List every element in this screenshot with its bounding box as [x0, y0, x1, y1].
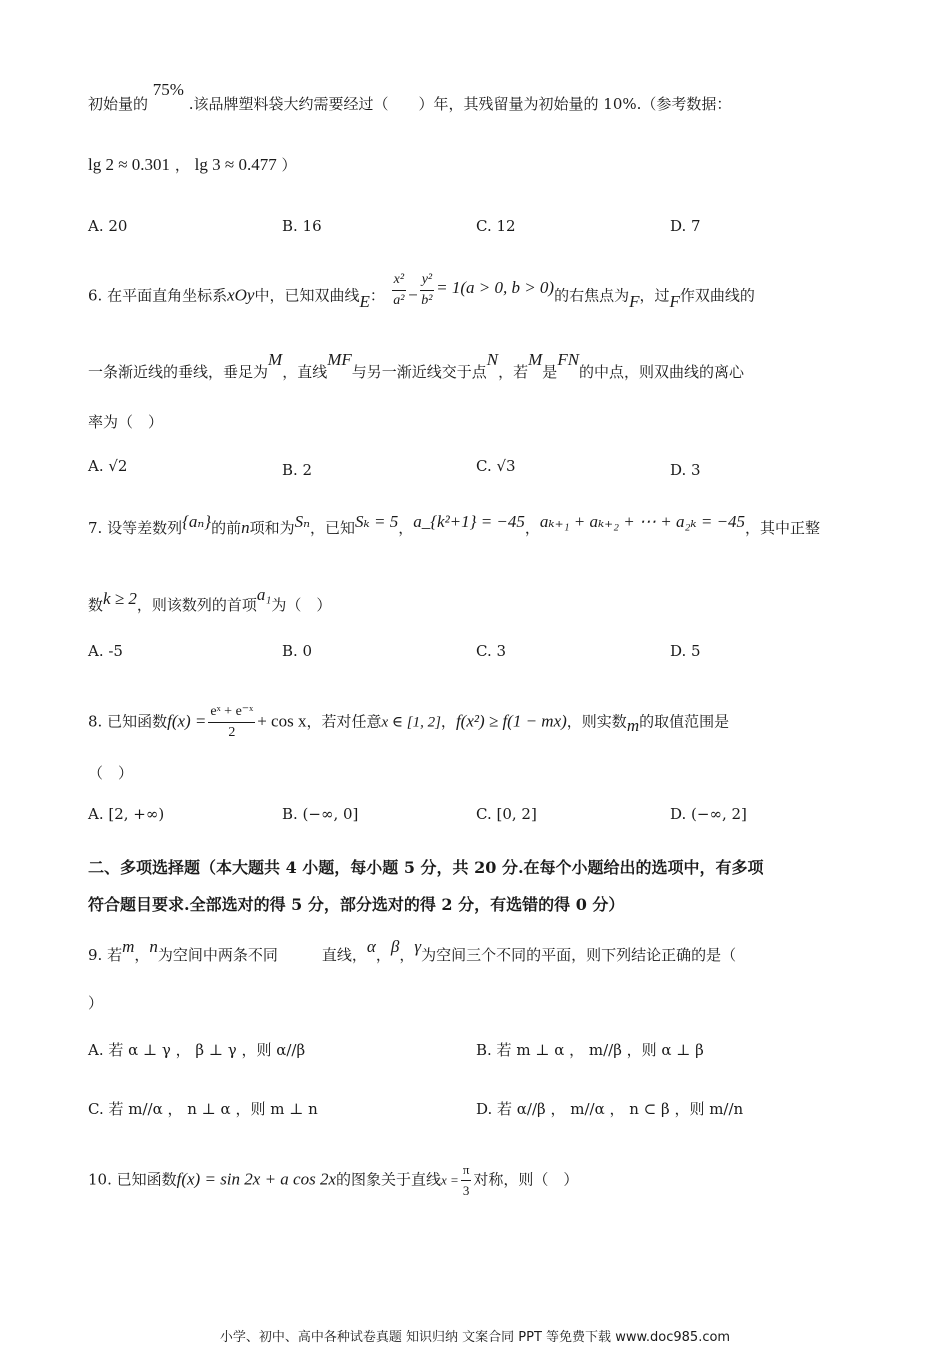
q8-domain: x ∈ [1, 2] — [381, 714, 441, 731]
q9-sep3: ， — [399, 946, 415, 964]
q6-text2-g: ，若 — [498, 363, 529, 381]
q9-option-d: D. 若 α//β ， m//α ， n ⊂ β ，则 m//n — [476, 1100, 744, 1118]
q5-percent: 75% — [152, 80, 184, 99]
page-footer: 小学、初中、高中各种试卷真题 知识归纳 文案合同 PPT 等免费下载 www.doc985.com — [219, 1330, 731, 1345]
q7-text-g: ，已知 — [310, 519, 356, 537]
q8-sep: ， — [440, 712, 456, 731]
q6-text2-c: ，直线 — [282, 363, 328, 381]
q7-text2-e: 为（ ） — [271, 596, 332, 614]
q9-text-a: 9. 若 — [88, 946, 123, 964]
q6-option-c: C. √3 — [476, 457, 516, 475]
q10-frac-den: 3 — [462, 1183, 470, 1198]
q9-option-a: A. 若 α ⊥ γ ， β ⊥ γ ，则 α//β — [88, 1041, 306, 1059]
q5-option-c: C. 12 — [476, 217, 516, 235]
q6-frac-y-den: b² — [421, 293, 433, 308]
q6-frac-x-den: a² — [393, 293, 405, 308]
q6-option-d: D. 3 — [670, 461, 701, 479]
q9-gamma: γ — [414, 937, 422, 956]
q9-option-c: C. 若 m//α ， n ⊥ α ，则 m ⊥ n — [88, 1100, 318, 1118]
q6-n: N — [486, 350, 499, 369]
q10-frac-num: π — [461, 1160, 472, 1181]
q8-fx: f(x) = — [167, 711, 207, 731]
q8-option-a: A. [2, +∞) — [88, 805, 165, 823]
q7-sn: Sₙ — [294, 512, 311, 531]
q5-ref-end: ） — [281, 156, 297, 174]
q10-text-e: 对称，则（ ） — [473, 1170, 579, 1189]
q6-text-a: 6. 在平面直角坐标系 — [88, 286, 228, 305]
q6-e: E — [359, 291, 370, 311]
q5-ref-sep: ， — [174, 156, 190, 174]
q6-m1: M — [268, 350, 283, 369]
q8-option-d: D. (−∞, 2] — [670, 805, 747, 823]
q6-mf: MF — [327, 350, 352, 369]
q6-line1: 6. 在平面直角坐标系xOy中，已知双曲线E： $\frac{\text{x²}}{\text{a²}}$ − $\frac{\text{y²}}{\text{b²}}$ = 1(a > 0, b > 0)的右焦点为F，过F作双曲线的 — [88, 272, 755, 311]
q8-cos: + cos x — [257, 711, 307, 731]
q8-line2: （ ） — [88, 764, 134, 782]
q6-f2: F — [669, 291, 680, 311]
q6-text-c: 中，已知双曲线 — [254, 286, 360, 305]
q7-ak2: a_{k²+1} = −45 — [413, 512, 525, 531]
q7-option-c: C. 3 — [476, 642, 507, 660]
q8-frac-den: 2 — [228, 725, 236, 740]
q7-n: n — [241, 518, 250, 537]
q7-text-c: 的前 — [211, 519, 242, 537]
q9-n: n — [149, 937, 158, 956]
q8-text-a: 8. 已知函数 — [88, 712, 168, 731]
q6-text-f: 的右焦点为 — [554, 286, 630, 305]
q7-option-d: D. 5 — [670, 642, 701, 660]
q6-option-b: B. 2 — [282, 461, 313, 479]
q6-text2-k: 的中点，则双曲线的离心 — [579, 363, 745, 381]
q5-text-c: .该品牌塑料袋大约需要经过（ ）年，其残留量为初始量的 10%.（参考数据： — [188, 95, 732, 113]
q5-text-a: 初始量的 — [88, 95, 149, 113]
q6-xoy: xOy — [227, 285, 255, 305]
q6-option-a: A. √2 — [88, 457, 128, 475]
q8-m: m — [626, 715, 640, 735]
q6-fn: FN — [557, 350, 580, 369]
q6-frac-x-num: x² — [392, 270, 406, 291]
q8-option-b: B. (−∞, 0] — [282, 805, 359, 823]
q7-sk: Sₖ = 5 — [355, 512, 399, 531]
q5-option-a: A. 20 — [88, 217, 128, 235]
q9-sep2: ， — [375, 946, 391, 964]
q8-frac-num: eˣ + e⁻ˣ — [208, 702, 255, 723]
q7-text-m: ，其中正整 — [745, 519, 821, 537]
q8-line1 — [88, 702, 729, 743]
q8-text-d: ，若对任意 — [306, 712, 382, 731]
q5-reference — [88, 155, 297, 175]
q9-text-l: 为空间三个不同的平面，则下列结论正确的是（ — [421, 946, 737, 964]
q6-text2-i: 是 — [542, 363, 558, 381]
q7-option-a: A. -5 — [88, 642, 123, 660]
q6-f1: F — [629, 291, 640, 311]
q10-fx: f(x) = sin 2x + a cos 2x — [176, 1169, 336, 1189]
q6-m2: M — [528, 350, 543, 369]
q6-line2 — [88, 350, 745, 382]
q8-text-j: 的取值范围是 — [639, 712, 730, 731]
q6-eq-rest: = 1(a > 0, b > 0) — [436, 277, 555, 297]
q10-frac — [461, 1160, 472, 1201]
q7-text2-a: 数 — [88, 596, 104, 614]
q6-text2-a: 一条渐近线的垂线，垂足为 — [88, 363, 269, 381]
q7-line1 — [88, 512, 821, 538]
q9-line2: ） — [88, 994, 104, 1012]
q7-seq: {aₙ} — [182, 512, 212, 531]
q9-sep1: ， — [134, 946, 150, 964]
q7-sep1: ， — [398, 519, 414, 537]
q10-x: x = — [441, 1172, 459, 1188]
q6-frac-x — [392, 270, 406, 311]
q8-option-c: C. [0, 2] — [476, 805, 537, 823]
q8-text-h: ，则实数 — [566, 712, 627, 731]
q6-frac-y — [420, 270, 434, 311]
q7-line2 — [88, 585, 332, 615]
q7-option-b: B. 0 — [282, 642, 313, 660]
q8-ineq: f(x²) ≥ f(1 − mx) — [455, 711, 567, 731]
q8-frac — [208, 702, 255, 743]
q10-text-a: 10. 已知函数 — [88, 1170, 177, 1189]
q10-text-c: 的图象关于直线 — [336, 1170, 442, 1189]
q7-sep2: ， — [524, 519, 540, 537]
q9-text-e: 为空间中两条不同 — [157, 946, 278, 964]
q9-option-b: B. 若 m ⊥ α ， m//β ，则 α ⊥ β — [476, 1041, 704, 1059]
q6-text-j: 作双曲线的 — [679, 286, 755, 305]
q6-text2-e: 与另一渐近线交于点 — [351, 363, 487, 381]
q9-text-f: 直线， — [321, 946, 367, 964]
q9-line1 — [88, 937, 737, 965]
q7-k: k ≥ 2 — [103, 589, 137, 608]
q6-colon: ： — [369, 286, 385, 305]
q9-m: m — [122, 937, 135, 956]
q6-frac-y-num: y² — [420, 270, 434, 291]
q5-option-b: B. 16 — [282, 217, 322, 235]
q9-alpha: α — [366, 937, 376, 956]
q7-sum: aₖ₊₁ + aₖ₊₂ + ⋯ + a₂ₖ = −45 — [539, 512, 746, 531]
q5-ref-lg2: lg 2 ≈ 0.301 — [88, 155, 171, 174]
q7-text-e: 项和为 — [249, 519, 295, 537]
q9-beta: β — [390, 937, 400, 956]
q7-text-a: 7. 设等差数列 — [88, 519, 183, 537]
q5-option-d: D. 7 — [670, 217, 701, 235]
q7-text2-c: ，则该数列的首项 — [136, 596, 257, 614]
q5-line1 — [88, 80, 732, 114]
section2-heading-line2: 符合题目要求.全部选对的得 5 分，部分选对的得 2 分，有选错的得 0 分） — [88, 895, 625, 914]
q10-line1 — [88, 1160, 578, 1201]
q6-line3: 率为（ ） — [88, 413, 164, 431]
q5-ref-lg3: lg 3 ≈ 0.477 — [194, 155, 277, 174]
q7-a1: a₁ — [256, 585, 272, 604]
q6-text-h: ，过 — [639, 286, 670, 305]
section2-heading-line1: 二、多项选择题（本大题共 4 小题，每小题 5 分，共 20 分.在每个小题给出的选项中，有多项 — [88, 858, 764, 877]
